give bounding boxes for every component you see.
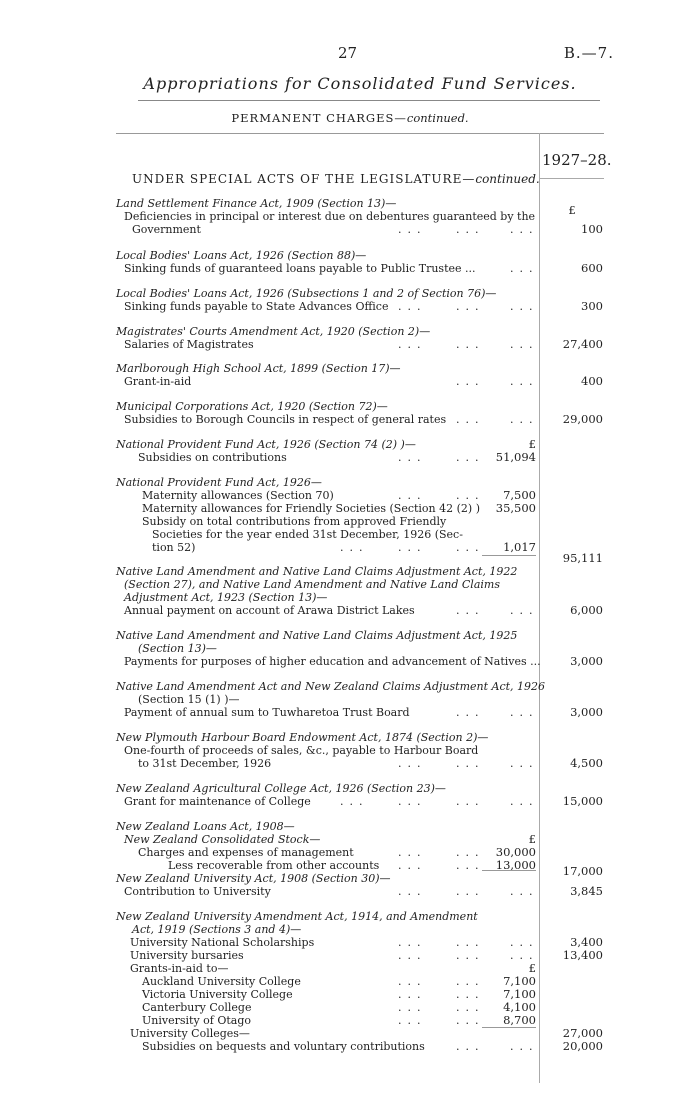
act-heading: (Section 13)— (138, 642, 217, 655)
leader-dots: ... (398, 885, 427, 898)
leader-dots: ... (398, 338, 427, 351)
amount: 15,000 (562, 794, 603, 808)
entry-text: (Section 15 (1) )— (138, 693, 240, 706)
act-heading: New Plymouth Harbour Board Endowment Act, 1874 (Section 2)— (116, 731, 489, 744)
entry-text: Less recoverable from other accounts (168, 859, 380, 872)
entry-text: Salaries of Magistrates (124, 338, 254, 351)
leader-dots: ... (398, 1001, 427, 1014)
amount: 400 (581, 374, 603, 388)
entry-text: Maternity allowances (Section 70) (142, 489, 334, 502)
entry-text: to 31st December, 1926 (138, 757, 272, 770)
leader-dots: ... (456, 885, 485, 898)
sub-amount: 1,017 (503, 540, 536, 554)
sub-amount: 4,100 (503, 1000, 536, 1014)
leader-dots: ... (510, 338, 539, 351)
leader-dots: ... (398, 846, 427, 859)
leader-dots: ... (398, 300, 427, 313)
leader-dots: ... (456, 936, 485, 949)
act-heading: New Zealand University Act, 1908 (Section 30)— (116, 872, 391, 885)
amount: 3,400 (570, 935, 603, 949)
leader-dots: ... (456, 949, 485, 962)
entry-text: Sinking funds of guaranteed loans payable to Public Trustee ... (124, 262, 476, 275)
act-heading: New Zealand University Amendment Act, 1914, and Amendment (116, 910, 478, 923)
leader-dots: ... (456, 757, 485, 770)
leader-dots: ... (510, 262, 539, 275)
leader-dots: ... (456, 1040, 485, 1053)
entry-text: Canterbury College (142, 1001, 252, 1014)
entry-text: Grant for maintenance of College (124, 795, 311, 808)
leader-dots: ... (398, 223, 427, 236)
sub-currency-symbol: £ (528, 437, 536, 451)
leader-dots: ... (398, 988, 427, 1001)
leader-dots: ... (510, 757, 539, 770)
leader-dots: ... (398, 451, 427, 464)
entry-text: University of Otago (142, 1014, 252, 1027)
leader-dots: ... (510, 223, 539, 236)
entry-text: Subsidy on total contributions from approved Friendly (142, 515, 447, 528)
amount: 27,000 (562, 1026, 603, 1040)
amount: 100 (581, 222, 603, 236)
entry-text: Societies for the year ended 31st December, 1926 (Sec- (152, 528, 463, 541)
leader-dots: ... (510, 1040, 539, 1053)
leader-dots: ... (510, 795, 539, 808)
amount: 3,845 (570, 884, 603, 898)
amount: 17,000 (562, 864, 603, 878)
year-header-rule (540, 178, 604, 179)
currency-symbol: £ (568, 203, 576, 217)
section-continued: continued. (475, 172, 540, 186)
leader-dots: ... (510, 706, 539, 719)
section-main: UNDER SPECIAL ACTS OF THE LEGISLATURE— (132, 172, 476, 186)
entry-text: Contribution to University (124, 885, 271, 898)
leader-dots: ... (398, 859, 427, 872)
entry-text: Charges and expenses of management (138, 846, 354, 859)
leader-dots: ... (456, 338, 485, 351)
page-subtitle (0, 111, 700, 125)
header-rule (116, 133, 604, 134)
leader-dots: ... (398, 1014, 427, 1027)
entry-text: University Colleges— (130, 1027, 250, 1040)
entry-text: Subsidies on contributions (138, 451, 287, 464)
amount: 27,400 (562, 337, 603, 351)
section-heading (132, 172, 540, 186)
leader-dots: ... (510, 300, 539, 313)
leader-dots: ... (398, 975, 427, 988)
sub-amount: 8,700 (503, 1013, 536, 1027)
title-rule (138, 100, 600, 101)
leader-dots: ... (398, 936, 427, 949)
act-heading: New Zealand Consolidated Stock— (124, 833, 321, 846)
act-heading: New Zealand Loans Act, 1908— (116, 820, 295, 833)
entry-text: University bursaries (130, 949, 244, 962)
entry-text: Payment of annual sum to Tuwharetoa Trust Board (124, 706, 410, 719)
leader-dots: ... (456, 300, 485, 313)
leader-dots: ... (340, 795, 369, 808)
subtotal-rule (482, 1027, 536, 1028)
leader-dots: ... (456, 604, 485, 617)
amount: 29,000 (562, 412, 603, 426)
amount: 95,111 (562, 551, 603, 565)
entry-text: Annual payment on account of Arawa District Lakes (124, 604, 415, 617)
sub-amount: 13,000 (495, 858, 536, 872)
leader-dots: ... (398, 489, 427, 502)
amount: 300 (581, 299, 603, 313)
sub-amount: 51,094 (495, 450, 536, 464)
leader-dots: ... (340, 541, 369, 554)
act-heading: Land Settlement Finance Act, 1909 (Section 13)— (116, 197, 397, 210)
leader-dots: ... (510, 413, 539, 426)
amount: 13,400 (562, 948, 603, 962)
act-heading: Native Land Amendment Act and New Zealand Claims Adjustment Act, 1926 (116, 680, 546, 693)
sub-amount: 35,500 (495, 501, 536, 515)
leader-dots: ... (510, 604, 539, 617)
leader-dots: ... (398, 795, 427, 808)
leader-dots: ... (456, 413, 485, 426)
act-heading: Magistrates' Courts Amendment Act, 1920 (Section 2)— (116, 325, 431, 338)
leader-dots: ... (398, 949, 427, 962)
sub-amount: 7,100 (503, 987, 536, 1001)
leader-dots: ... (456, 859, 485, 872)
entry-text: One-fourth of proceeds of sales, &c., payable to Harbour Board (124, 744, 479, 757)
act-heading: National Provident Fund Act, 1926— (116, 476, 322, 489)
act-heading: Adjustment Act, 1923 (Section 13)— (124, 591, 328, 604)
subtitle-main: PERMANENT CHARGES— (231, 111, 407, 125)
entry-text: Maternity allowances for Friendly Societies (Section 42 (2) ) (142, 502, 480, 515)
entry-text: University National Scholarships (130, 936, 315, 949)
subtitle-continued: continued. (406, 111, 469, 125)
year-column-header: 1927–28. (542, 151, 612, 169)
act-heading: (Section 27), and Native Land Amendment and Native Land Claims (124, 578, 500, 591)
leader-dots: ... (456, 846, 485, 859)
leader-dots: ... (398, 541, 427, 554)
amount: 600 (581, 261, 603, 275)
entry-text: Deficiencies in principal or interest due on debentures guaranteed by the (124, 210, 536, 223)
leader-dots: ... (456, 975, 485, 988)
entry-text: Grant-in-aid (124, 375, 192, 388)
act-heading: Local Bodies' Loans Act, 1926 (Section 88)— (116, 249, 367, 262)
page-title: Appropriations for Consolidated Fund Services. (143, 74, 577, 93)
leader-dots: ... (456, 375, 485, 388)
act-heading: Native Land Amendment and Native Land Claims Adjustment Act, 1922 (116, 565, 518, 578)
page-number: 27 (338, 44, 358, 62)
amount: 3,000 (570, 705, 603, 719)
act-heading: Marlborough High School Act, 1899 (Section 17)— (116, 362, 401, 375)
leader-dots: ... (510, 885, 539, 898)
document-reference: B.—7. (563, 44, 614, 62)
entry-text: Victoria University College (142, 988, 293, 1001)
entry-text: tion 52) (152, 541, 196, 554)
entry-text: Government (132, 223, 201, 236)
sub-currency-symbol: £ (528, 961, 536, 975)
amount: 3,000 (570, 654, 603, 668)
leader-dots: ... (398, 757, 427, 770)
act-heading: National Provident Fund Act, 1926 (Section 74 (2) )— (116, 438, 416, 451)
leader-dots: ... (456, 489, 485, 502)
sub-amount: 7,500 (503, 488, 536, 502)
sub-amount: 30,000 (495, 845, 536, 859)
leader-dots: ... (456, 706, 485, 719)
leader-dots: ... (510, 936, 539, 949)
act-heading: New Zealand Agricultural College Act, 1926 (Section 23)— (116, 782, 446, 795)
amount: 20,000 (562, 1039, 603, 1053)
entry-text: Subsidies to Borough Councils in respect of general rates (124, 413, 447, 426)
sub-currency-symbol: £ (528, 832, 536, 846)
leader-dots: ... (456, 541, 485, 554)
leader-dots: ... (456, 223, 485, 236)
act-heading: Local Bodies' Loans Act, 1926 (Subsections 1 and 2 of Section 76)— (116, 287, 497, 300)
amount: 4,500 (570, 756, 603, 770)
act-heading: Municipal Corporations Act, 1920 (Section 72)— (116, 400, 388, 413)
leader-dots: ... (510, 949, 539, 962)
leader-dots: ... (456, 1014, 485, 1027)
sub-amount: 7,100 (503, 974, 536, 988)
entry-text: Subsidies on bequests and voluntary contributions (142, 1040, 425, 1053)
leader-dots: ... (456, 451, 485, 464)
entry-text: Grants-in-aid to— (130, 962, 229, 975)
entry-text: Sinking funds payable to State Advances Office (124, 300, 389, 313)
entry-text: Payments for purposes of higher education and advancement of Natives ... (124, 655, 541, 668)
entry-text: Auckland University College (142, 975, 301, 988)
leader-dots: ... (456, 795, 485, 808)
act-heading: Act, 1919 (Sections 3 and 4)— (132, 923, 302, 936)
amount: 6,000 (570, 603, 603, 617)
column-divider (539, 133, 540, 1083)
leader-dots: ... (510, 375, 539, 388)
act-heading: Native Land Amendment and Native Land Claims Adjustment Act, 1925 (116, 629, 518, 642)
subtotal-rule (482, 555, 536, 556)
leader-dots: ... (456, 1001, 485, 1014)
subtotal-rule (482, 870, 536, 871)
leader-dots: ... (456, 988, 485, 1001)
